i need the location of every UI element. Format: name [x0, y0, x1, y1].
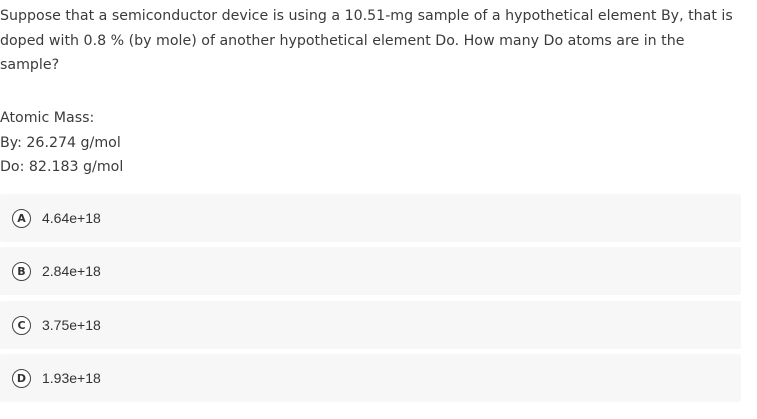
answer-option-a[interactable] — [0, 194, 741, 242]
option-text: 4.64e+18 — [42, 210, 101, 226]
atomic-mass-do: Do: 82.183 g/mol — [0, 159, 124, 175]
answer-option-c[interactable] — [0, 301, 741, 349]
option-text: 2.84e+18 — [42, 263, 101, 279]
atomic-mass-by: By: 26.274 g/mol — [0, 134, 121, 151]
question-text: Suppose that a semiconductor device is using a 10.51-mg sample of a hypothetical element By, that is doped with 0.8 % (by mole) of another hypothetical element Do. How many Do atoms are in the sample? — [0, 8, 733, 73]
option-letter-badge: A — [12, 209, 31, 228]
option-letter-badge: C — [12, 316, 31, 335]
option-text: 3.75e+18 — [42, 317, 101, 333]
answer-option-b[interactable] — [0, 247, 741, 295]
atomic-mass-block — [0, 106, 123, 180]
option-letter-badge: D — [12, 369, 31, 388]
option-text: 1.93e+18 — [42, 370, 101, 386]
atomic-mass-heading: Atomic Mass: — [0, 110, 95, 126]
answer-options — [0, 194, 741, 407]
answer-option-d[interactable] — [0, 354, 741, 402]
option-letter-badge: B — [12, 262, 31, 281]
